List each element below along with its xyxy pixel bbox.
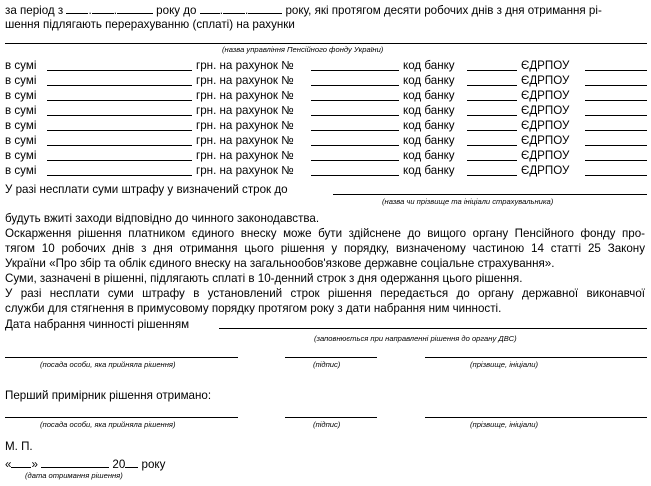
measures-text: будуть вжиті заходи відповідно до чинного законодавства. — [5, 212, 320, 225]
edrpou-label: ЄДРПОУ — [521, 74, 570, 87]
account-number-blank[interactable] — [311, 100, 399, 101]
edrpou-label: ЄДРПОУ — [521, 149, 570, 162]
sum-blank[interactable] — [47, 70, 192, 71]
edrpou-label: ЄДРПОУ — [521, 164, 570, 177]
pension-fund-blank[interactable] — [5, 43, 647, 44]
sum-blank[interactable] — [47, 145, 192, 146]
payment-row — [5, 73, 647, 88]
period-to-label: року до — [156, 4, 197, 17]
position-caption-1: (посада особи, яка прийняла рішення) — [40, 360, 176, 369]
receipt-date-caption: (дата отримання рішення) — [25, 471, 123, 480]
account-label: грн. на рахунок № — [196, 89, 294, 102]
sum-blank[interactable] — [47, 130, 192, 131]
edrpou-blank[interactable] — [585, 130, 647, 131]
payment-row — [5, 103, 647, 118]
position-blank-2[interactable] — [5, 417, 238, 418]
bank-code-blank[interactable] — [467, 70, 517, 71]
appeal-text-3: України «Про збір та облік єдиного внеску на загальнообов'язкове державне соціальне страхування». — [5, 257, 555, 270]
bank-code-label: код банку — [403, 59, 455, 72]
period-from-label: за період з — [5, 4, 64, 17]
period-from-month-blank[interactable] — [92, 2, 114, 14]
bank-code-blank[interactable] — [467, 85, 517, 86]
account-label: грн. на рахунок № — [196, 149, 294, 162]
account-label: грн. на рахунок № — [196, 59, 294, 72]
account-label: грн. на рахунок № — [196, 104, 294, 117]
payment-row — [5, 148, 647, 163]
sum-label: в сумі — [5, 149, 37, 162]
edrpou-blank[interactable] — [585, 160, 647, 161]
sum-blank[interactable] — [47, 100, 192, 101]
insured-blank[interactable] — [333, 194, 647, 195]
position-caption-2: (посада особи, яка прийняла рішення) — [40, 420, 176, 429]
effective-date-label: Дата набрання чинності рішенням — [5, 318, 190, 331]
edrpou-label: ЄДРПОУ — [521, 134, 570, 147]
period-to-month-blank[interactable] — [223, 2, 245, 14]
sum-label: в сумі — [5, 104, 37, 117]
bank-code-blank[interactable] — [467, 130, 517, 131]
bank-code-label: код банку — [403, 164, 455, 177]
signature-caption-2: (підпис) — [313, 420, 341, 429]
quote-open: « — [5, 458, 12, 471]
sum-label: в сумі — [5, 89, 37, 102]
sum-label: в сумі — [5, 59, 37, 72]
year-prefix: 20 — [112, 458, 126, 471]
sum-blank[interactable] — [47, 85, 192, 86]
stamp-label: М. П. — [5, 440, 33, 453]
account-label: грн. на рахунок № — [196, 164, 294, 177]
receipt-year-blank[interactable] — [125, 456, 138, 468]
account-number-blank[interactable] — [311, 130, 399, 131]
sum-label: в сумі — [5, 164, 37, 177]
enforcement-text-2: служби для стягнення в примусовому порядку протягом року з дати набрання ним чинності. — [5, 302, 502, 315]
signature-blank-2[interactable] — [285, 417, 377, 418]
receipt-date-line — [5, 456, 165, 472]
edrpou-blank[interactable] — [585, 70, 647, 71]
enforcement-text-1: У разі несплати суми штрафу в установлений строк рішення передається до органу державної виконавчої — [5, 287, 645, 300]
account-number-blank[interactable] — [311, 145, 399, 146]
bank-code-label: код банку — [403, 74, 455, 87]
edrpou-label: ЄДРПОУ — [521, 104, 570, 117]
payment-term-text: Суми, зазначені в рішенні, підлягають сплаті в 10-денний строк з дня одержання цього рішення. — [5, 272, 523, 285]
sum-blank[interactable] — [47, 115, 192, 116]
bank-code-blank[interactable] — [467, 160, 517, 161]
account-number-blank[interactable] — [311, 115, 399, 116]
edrpou-blank[interactable] — [585, 145, 647, 146]
period-to-day-blank[interactable] — [200, 2, 220, 14]
effective-date-blank[interactable] — [219, 328, 647, 329]
edrpou-blank[interactable] — [585, 115, 647, 116]
received-label: Перший примірник рішення отримано: — [5, 389, 212, 402]
bank-code-label: код банку — [403, 104, 455, 117]
period-line: за період з . . року до . . року, які протягом десяти робочих днів з дня отримання рі- — [5, 4, 602, 17]
edrpou-label: ЄДРПОУ — [521, 119, 570, 132]
appeal-text-1: Оскарження рішення платником єдиного внеску може бути здійснене до вищого органу Пенсійного фонду про- — [5, 227, 645, 240]
name-blank-1[interactable] — [425, 357, 647, 358]
appeal-text-2: тягом 10 робочих днів з дня отримання цього рішення у порядку, визначеному частиною 14 статті 25 Закону — [5, 242, 645, 255]
receipt-month-blank[interactable] — [41, 456, 109, 468]
account-number-blank[interactable] — [311, 70, 399, 71]
penalty-line: У разі несплати суми штрафу у визначений строк до — [5, 183, 288, 196]
bank-code-blank[interactable] — [467, 115, 517, 116]
sum-label: в сумі — [5, 74, 37, 87]
period-from-year-blank[interactable] — [117, 2, 153, 14]
bank-code-blank[interactable] — [467, 100, 517, 101]
edrpou-blank[interactable] — [585, 85, 647, 86]
edrpou-blank[interactable] — [585, 100, 647, 101]
payment-row — [5, 118, 647, 133]
year-suffix: року — [141, 458, 166, 471]
account-number-blank[interactable] — [311, 85, 399, 86]
payment-row — [5, 133, 647, 148]
insured-caption: (назва чи прізвище та ініціали страхувальника) — [382, 197, 554, 206]
dvs-caption: (заповнюється при направленні рішення до органу ДВС) — [314, 334, 517, 343]
bank-code-label: код банку — [403, 134, 455, 147]
bank-code-blank[interactable] — [467, 145, 517, 146]
transfer-line: шення підлягають перерахуванню (сплаті) на рахунки — [5, 18, 295, 31]
bank-code-label: код банку — [403, 119, 455, 132]
account-number-blank[interactable] — [311, 175, 399, 176]
sum-blank[interactable] — [47, 175, 192, 176]
quote-close: » — [31, 458, 38, 471]
period-from-day-blank[interactable] — [66, 2, 88, 14]
period-tail-text: року, які протягом десяти робочих днів з дня отримання рі- — [285, 4, 602, 17]
payment-row — [5, 163, 647, 178]
signature-blank-1[interactable] — [285, 357, 377, 358]
payment-row — [5, 88, 647, 103]
signature-caption-1: (підпис) — [313, 360, 341, 369]
receipt-day-blank[interactable] — [11, 456, 31, 468]
edrpou-label: ЄДРПОУ — [521, 59, 570, 72]
bank-code-blank[interactable] — [467, 175, 517, 176]
account-label: грн. на рахунок № — [196, 134, 294, 147]
name-caption-1: (прізвище, ініціали) — [470, 360, 538, 369]
payment-row — [5, 58, 647, 73]
bank-code-label: код банку — [403, 89, 455, 102]
sum-label: в сумі — [5, 119, 37, 132]
position-blank-1[interactable] — [5, 357, 238, 358]
pension-fund-caption: (назва управління Пенсійного фонду України) — [222, 45, 384, 54]
account-number-blank[interactable] — [311, 160, 399, 161]
account-label: грн. на рахунок № — [196, 74, 294, 87]
sum-label: в сумі — [5, 134, 37, 147]
period-to-year-blank[interactable] — [248, 2, 282, 14]
bank-code-label: код банку — [403, 149, 455, 162]
account-label: грн. на рахунок № — [196, 119, 294, 132]
edrpou-blank[interactable] — [585, 175, 647, 176]
edrpou-label: ЄДРПОУ — [521, 89, 570, 102]
name-caption-2: (прізвище, ініціали) — [470, 420, 538, 429]
name-blank-2[interactable] — [425, 417, 647, 418]
sum-blank[interactable] — [47, 160, 192, 161]
